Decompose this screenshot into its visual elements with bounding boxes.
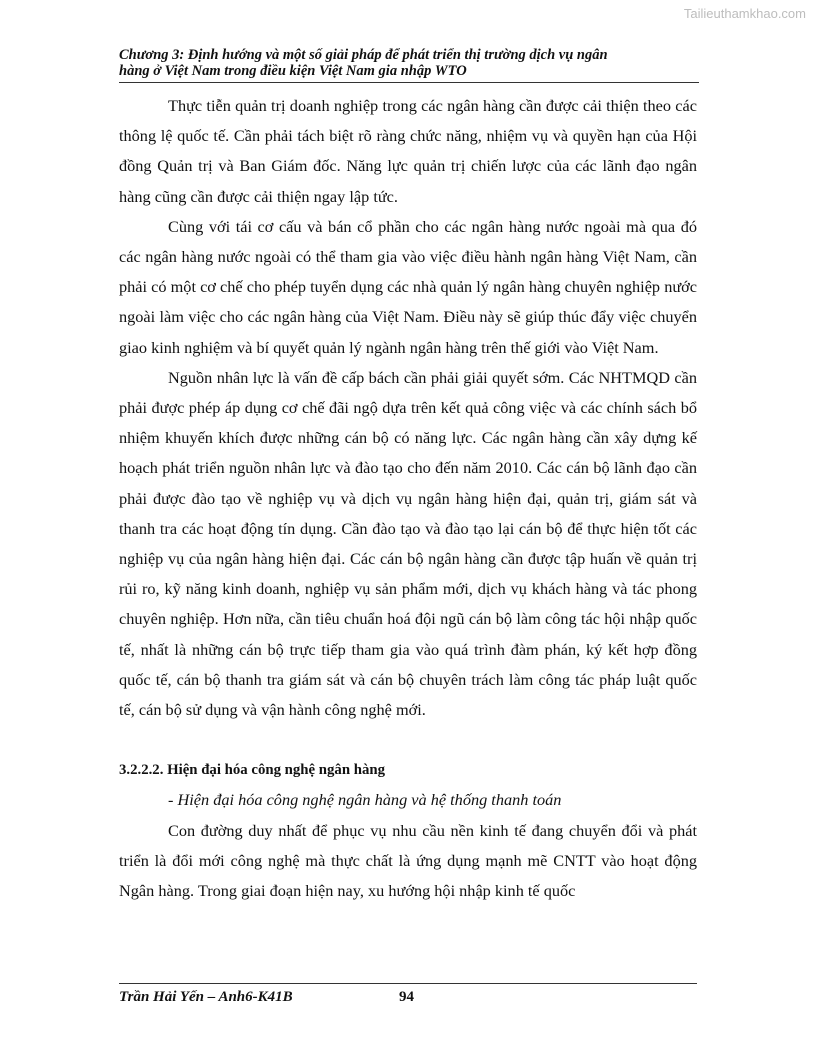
section-spacer <box>119 725 697 755</box>
chapter-header-line-1: Chương 3: Định hướng và một số giải pháp để phát triển thị trường dịch vụ ngân <box>119 47 608 63</box>
paragraph-2: Cùng với tái cơ cấu và bán cổ phần cho các ngân hàng nước ngoài mà qua đó các ngân hàng nước ngoài có thể tham gia vào việc điều hành ngân hàng Việt Nam, cần phải có một cơ chế cho phép tuyển dụng các nhà quản lý ngân hàng chuyên nghiệp nước ngoài làm việc cho các ngân hàng của Việt Nam. Điều này sẽ giúp thúc đẩy việc chuyển giao kinh nghiệm và bí quyết quản lý ngành ngân hàng trên thế giới vào Việt Nam. <box>119 216 697 357</box>
document-body <box>119 91 697 906</box>
watermark: Tailieuthamkhao.com <box>683 6 806 21</box>
paragraph-3: Nguồn nhân lực là vấn đề cấp bách cần phải giải quyết sớm. Các NHTMQD cần phải được phép áp dụng cơ chế đãi ngộ dựa trên kết quả công việc và các chính sách bổ nhiệm khuyến khích được những cán bộ có năng lực. Các ngân hàng cần xây dựng kế hoạch phát triển nguồn nhân lực và đào tạo cho đến năm 2010. Các cán bộ lãnh đạo cần phải được đào tạo về nghiệp vụ và dịch vụ ngân hàng hiện đại, quản trị, giám sát và thanh tra các hoạt động tín dụng. Cần đào tạo và đào tạo lại cán bộ để thực hiện tốt các nghiệp vụ của ngân hàng hiện đại. Các cán bộ ngân hàng cần được tập huấn về quản trị rủi ro, kỹ năng kinh doanh, nghiệp vụ sản phẩm mới, dịch vụ khách hàng và tác phong chuyên nghiệp. Hơn nữa, cần tiêu chuẩn hoá đội ngũ cán bộ làm công tác hội nhập quốc tế, nhất là những cán bộ trực tiếp tham gia vào quá trình đàm phán, ký kết hợp đồng quốc tế, cán bộ thanh tra giám sát và cán bộ chuyên trách làm công tác pháp luật quốc tế, cán bộ sử dụng và vận hành công nghệ mới. <box>119 367 697 720</box>
section-subheading: - Hiện đại hóa công nghệ ngân hàng và hệ thống thanh toán <box>168 790 562 810</box>
footer-author: Trần Hải Yến – Anh6-K41B <box>119 989 293 1005</box>
section-heading: 3.2.2.2. Hiện đại hóa công nghệ ngân hàng <box>119 762 385 779</box>
section-paragraph: Con đường duy nhất để phục vụ nhu cầu nền kinh tế đang chuyển đổi và phát triển là đổi mới công nghệ mà thực chất là ứng dụng mạnh mẽ CNTT vào hoạt động Ngân hàng. Trong giai đoạn hiện nay, xu hướng hội nhập kinh tế quốc <box>119 820 697 901</box>
chapter-header-line-2: hàng ở Việt Nam trong điều kiện Việt Nam gia nhập WTO <box>119 63 467 79</box>
page-number: 94 <box>399 989 414 1005</box>
chapter-header <box>119 47 699 83</box>
paragraph-1: Thực tiễn quản trị doanh nghiệp trong các ngân hàng cần được cải thiện theo các thông lệ quốc tế. Cần phải tách biệt rõ ràng chức năng, nhiệm vụ và quyền hạn của Hội đồng Quản trị và Ban Giám đốc. Năng lực quản trị chiến lược của các lãnh đạo ngân hàng cũng cần được cải thiện ngay lập tức. <box>119 96 697 206</box>
footer-divider <box>119 983 697 984</box>
